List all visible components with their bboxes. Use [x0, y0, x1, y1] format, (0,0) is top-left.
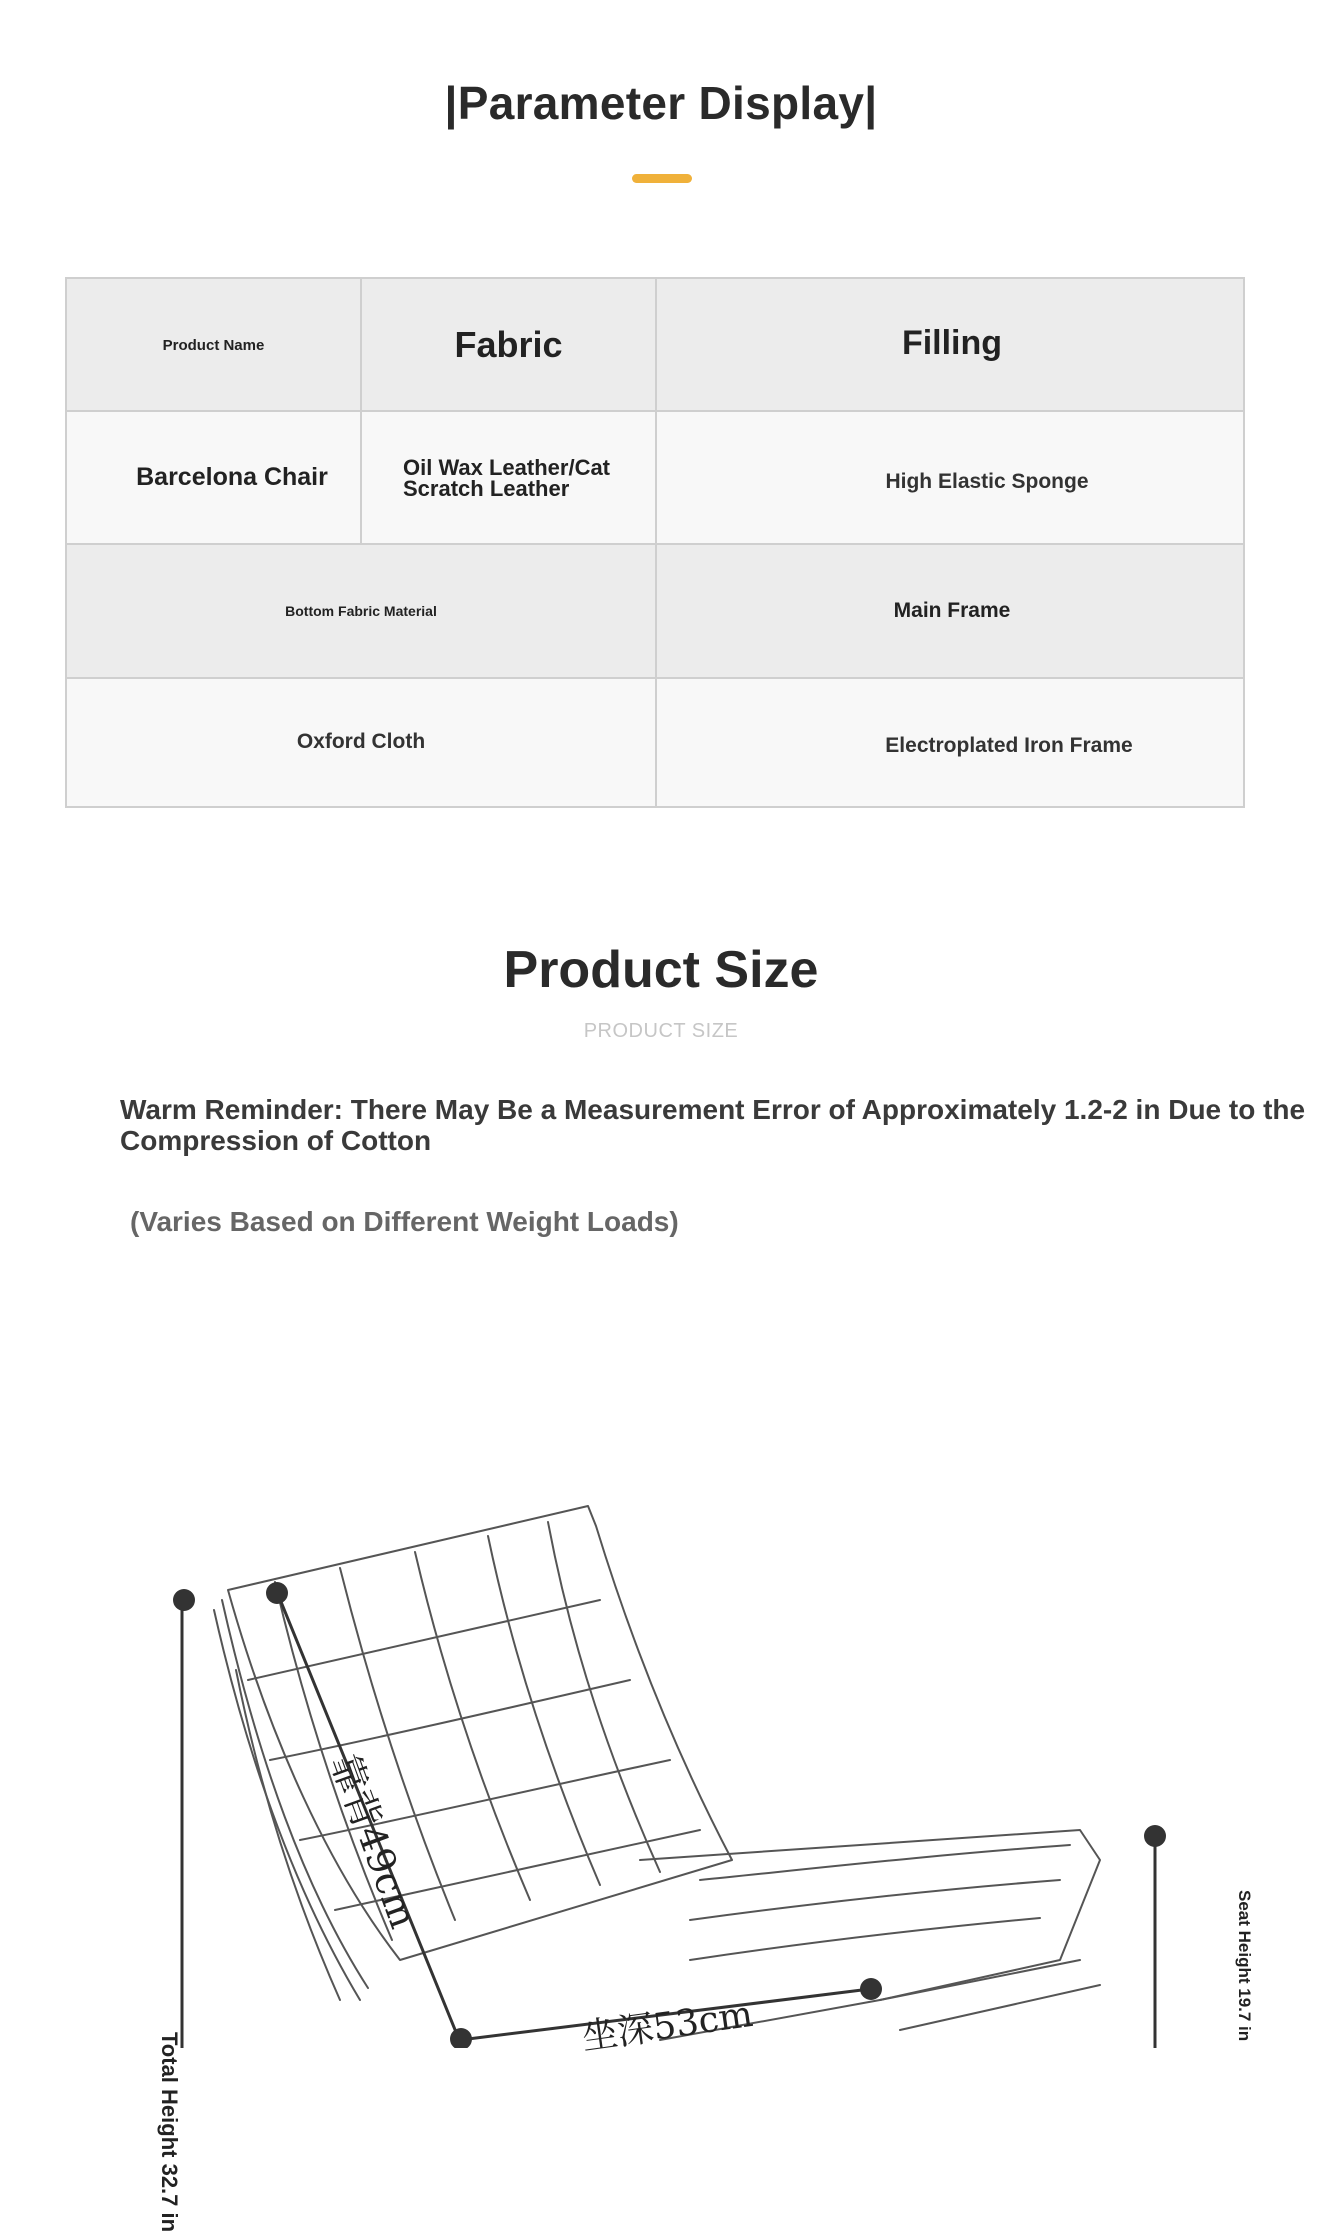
value-product-name: Barcelona Chair [136, 463, 328, 491]
product-size-subtitle: PRODUCT SIZE [583, 1020, 739, 1042]
backrest-marker [266, 1582, 288, 1604]
seat-depth-marker [860, 1978, 882, 2000]
chair-tuft-line [548, 1522, 660, 1872]
chair-tuft-line [690, 1918, 1040, 1960]
title-accent-bar [632, 174, 692, 183]
seat-depth-text: 坐深53cm [579, 1993, 756, 2059]
value-bottom-fabric: Oxford Cloth [296, 730, 426, 753]
chair-seat-edge [900, 1985, 1100, 2030]
weight-load-note: (Varies Based on Different Weight Loads) [130, 1206, 679, 1237]
value-fabric: Oil Wax Leather/Cat Scratch Leather [403, 454, 611, 501]
parameter-table [65, 277, 1245, 808]
chair-tuft-line [270, 1680, 630, 1760]
seat-height-marker [1144, 1825, 1166, 1847]
backrest-text: 靠背49cm [322, 1748, 426, 1934]
chair-tuft-line [248, 1600, 600, 1680]
chair-tuft-line [488, 1536, 600, 1885]
chair-seat-edge [880, 1960, 1080, 2000]
seat-height-label [1234, 1890, 1254, 2041]
value-main-frame: Electroplated Iron Frame [885, 734, 1133, 757]
header-filling: Filling [901, 323, 1003, 362]
seat-height-text: Seat Height 19.7 in [1235, 1890, 1254, 2042]
header-main-frame: Main Frame [893, 599, 1011, 622]
chair-tuft-line [700, 1845, 1070, 1880]
chair-tuft-line [690, 1880, 1060, 1920]
value-filling: High Elastic Sponge [885, 469, 1089, 493]
header-bottom-fabric-material: Bottom Fabric Material [285, 603, 437, 619]
parameter-display-title: |Parameter Display| [444, 77, 878, 129]
chair-dimension-drawing [0, 1440, 1322, 2048]
warm-reminder: Warm Reminder: There May Be a Measurement Error of Approximately 1.2-2 in Due to the Compression of Cotton [120, 1094, 1306, 1156]
total-height-label [156, 2032, 182, 2232]
header-product-name: Product Name [162, 336, 265, 354]
total-height-text: Total Height 32.7 in [157, 2032, 182, 2232]
seat-depth-marker [450, 2028, 472, 2048]
header-fabric: Fabric [454, 324, 563, 365]
total-height-marker [173, 1589, 195, 1611]
product-size-title: Product Size [503, 941, 819, 999]
